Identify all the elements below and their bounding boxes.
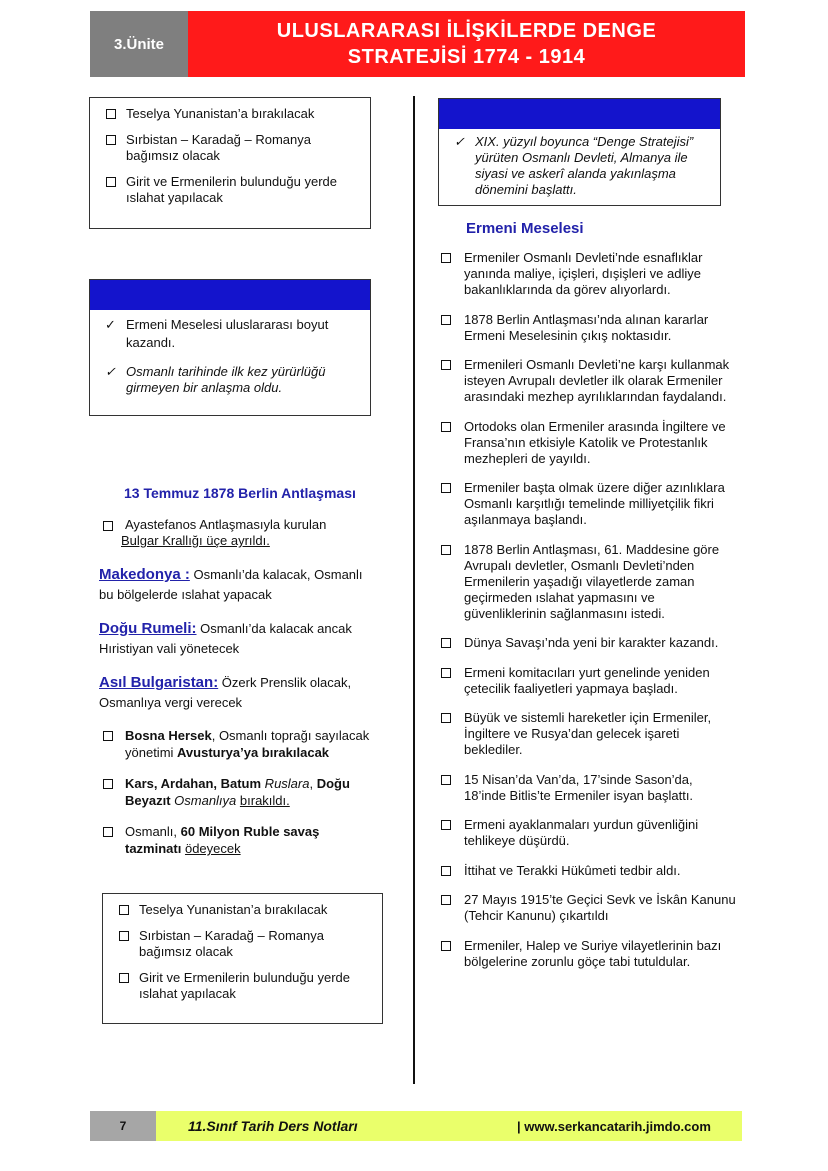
dogu-rumeli-label: Doğu Rumeli: xyxy=(99,620,197,637)
list-item xyxy=(99,517,399,549)
list-item: Ermenileri Osmanlı Devleti’ne karşı kullanmak isteyen Avrupalı devletler ilk olarak Ermeniler arasındaki mezhep ayrılıklarından faydalandı. xyxy=(438,357,738,405)
item-text: 60 Milyon Ruble savaş xyxy=(180,824,320,839)
item-text: bu bölgelerde ıslahat yapacak xyxy=(99,587,272,602)
list-item: 1878 Berlin Antlaşması’nda alınan kararlar Ermeni Meselesinin çıkış noktasıdır. xyxy=(438,312,738,344)
list-item: ✓ XIX. yüzyıl boyunca “Denge Stratejisi” yürüten Osmanlı Devleti, Almanya ile siyasi ve askerî alanda yakınlaşma dönemini başlattı. xyxy=(449,134,710,198)
box-header-bar xyxy=(439,99,720,129)
list-item: Girit ve Ermenilerin bulunduğu yerde ıslahat yapılacak xyxy=(100,174,360,206)
unit-text: 3.Ünite xyxy=(113,35,164,53)
list-item: Sırbistan – Karadağ – Romanya bağımsız olacak xyxy=(100,132,360,164)
column-divider xyxy=(413,96,415,1084)
item-text: Ruslara xyxy=(261,776,310,791)
list-item: Teselya Yunanistan’a bırakılacak xyxy=(113,902,372,918)
item-text: , xyxy=(309,776,317,791)
list-item: Ortodoks olan Ermeniler arasında İngiltere ve Fransa’nın etkisiyle Katolik ve Protestanlık mezhepleri de yayıldı. xyxy=(438,419,738,467)
unit-label xyxy=(90,11,188,77)
list-item xyxy=(99,727,399,761)
list-item: Dünya Savaşı’nda yeni bir karakter kazandı. xyxy=(438,635,738,651)
item-text: Osmanlı’da kalacak ancak xyxy=(196,621,352,636)
page-title-line-1: ULUSLARARASI İLİŞKİLERDE DENGE xyxy=(276,20,657,42)
list-item: Ermeni ayaklanmaları yurdun güvenliğini tehlikeye düşürdü. xyxy=(438,817,738,849)
item-text: , Osmanlı toprağı sayılacak xyxy=(211,728,370,743)
item-text: Hıristiyan vali yönetecek xyxy=(99,641,240,656)
list-item: ✓ Ermeni Meselesi uluslararası boyut kazandı. xyxy=(100,316,360,352)
item-text: Özerk Prenslik olacak, xyxy=(218,675,352,690)
list-item: Ermeniler Osmanlı Devleti’nde esnaflıklar yanında maliye, içişleri, dışişleri ve adliye bakanlıklarında da görev alıyorlardı. xyxy=(438,250,738,298)
list-item: Ermeniler, Halep ve Suriye vilayetlerinin bazı bölgelerine zorunlu göçe tabi tutuldular. xyxy=(438,938,738,970)
item-text: Ayastefanos Antlaşmasıyla kurulan xyxy=(125,517,327,532)
page-title-line-2: STRATEJİSİ 1774 - 1914 xyxy=(347,46,586,68)
list-item xyxy=(99,775,399,809)
list-item: 15 Nisan’da Van’da, 17’sinde Sason’da, 18’inde Bitlis’te Ermeniler isyan başlattı. xyxy=(438,772,738,804)
item-text: Osmanlı’da kalacak, Osmanlı xyxy=(189,567,363,582)
list-item: Sırbistan – Karadağ – Romanya bağımsız olacak xyxy=(113,928,372,960)
list-item: Girit ve Ermenilerin bulunduğu yerde ıslahat yapılacak xyxy=(113,970,372,1002)
list-item: Ermeniler başta olmak üzere diğer azınlıklara Osmanlı karşıtlığı temelinde milliyetçilik fikri aşılanmaya başlandı. xyxy=(438,480,738,528)
summary-box-bottom xyxy=(102,893,383,1024)
item-text: tazminatı xyxy=(125,841,182,856)
item-text: Beyazıt xyxy=(125,793,171,808)
dogu-rumeli-paragraph xyxy=(99,619,399,659)
page-number xyxy=(90,1111,156,1141)
berlin-content xyxy=(99,517,399,857)
list-item: İttihat ve Terakki Hükûmeti tedbir aldı. xyxy=(438,863,738,879)
box-header-bar xyxy=(90,280,370,310)
section-title-ermeni: Ermeni Meselesi xyxy=(466,220,584,237)
item-text: Bosna Hersek xyxy=(125,728,212,743)
footer-website: | www.serkancatarih.jimdo.com xyxy=(517,1118,711,1134)
footer-course-title: 11.Sınıf Tarih Ders Notları xyxy=(188,1118,358,1134)
list-item: ✓ Osmanlı tarihinde ilk kez yürürlüğü girmeyen bir anlaşma oldu. xyxy=(100,364,360,396)
makedonya-label: Makedonya : xyxy=(99,566,190,583)
item-text: Bulgar Krallığı üçe ayrıldı. xyxy=(121,533,270,548)
makedonya-paragraph xyxy=(99,565,399,605)
list-item: Büyük ve sistemli hareketler için Ermeniler, İngiltere ve Rusya’dan gelecek işareti beklediler. xyxy=(438,710,738,758)
page-number-text: 7 xyxy=(119,1119,127,1133)
item-text: Doğu xyxy=(316,776,350,791)
list-item: Ermeni komitacıları yurt genelinde yeniden çetecilik faaliyetleri yapmaya başladı. xyxy=(438,665,738,697)
item-text: bırakıldı. xyxy=(239,793,290,808)
list-item: 1878 Berlin Antlaşması, 61. Maddesine göre Avrupalı devletler, Osmanlı Devleti’nden Ermenilerin yaşadığı vilayetlerde zaman geçirmeden ıslahat yapmasını ve güvenliklerinin sağlanmasını istedi. xyxy=(438,542,738,622)
item-text: Osmanlıya xyxy=(170,793,237,808)
list-item: 27 Mayıs 1915’te Geçici Sevk ve İskân Kanunu (Tehcir Kanunu) çıkartıldı xyxy=(438,892,738,924)
germany-box xyxy=(438,98,721,206)
item-text: Osmanlıya vergi verecek xyxy=(99,695,243,710)
page-title xyxy=(188,11,745,77)
item-text: yönetimi xyxy=(125,745,178,760)
result-box xyxy=(89,279,371,416)
asil-bulgaristan-label: Asıl Bulgaristan: xyxy=(99,674,219,691)
item-text: Avusturya’ya bırakılacak xyxy=(177,745,330,760)
section-title-berlin: 13 Temmuz 1878 Berlin Antlaşması xyxy=(124,485,356,501)
list-item: Teselya Yunanistan’a bırakılacak xyxy=(100,106,360,122)
asil-bulgaristan-paragraph xyxy=(99,673,399,713)
list-item xyxy=(99,823,399,857)
ermeni-list xyxy=(438,250,738,983)
item-text: Kars, Ardahan, Batum xyxy=(125,776,262,791)
item-text: ödeyecek xyxy=(184,841,241,856)
item-text: Osmanlı, xyxy=(125,824,181,839)
summary-box-top xyxy=(89,97,371,229)
